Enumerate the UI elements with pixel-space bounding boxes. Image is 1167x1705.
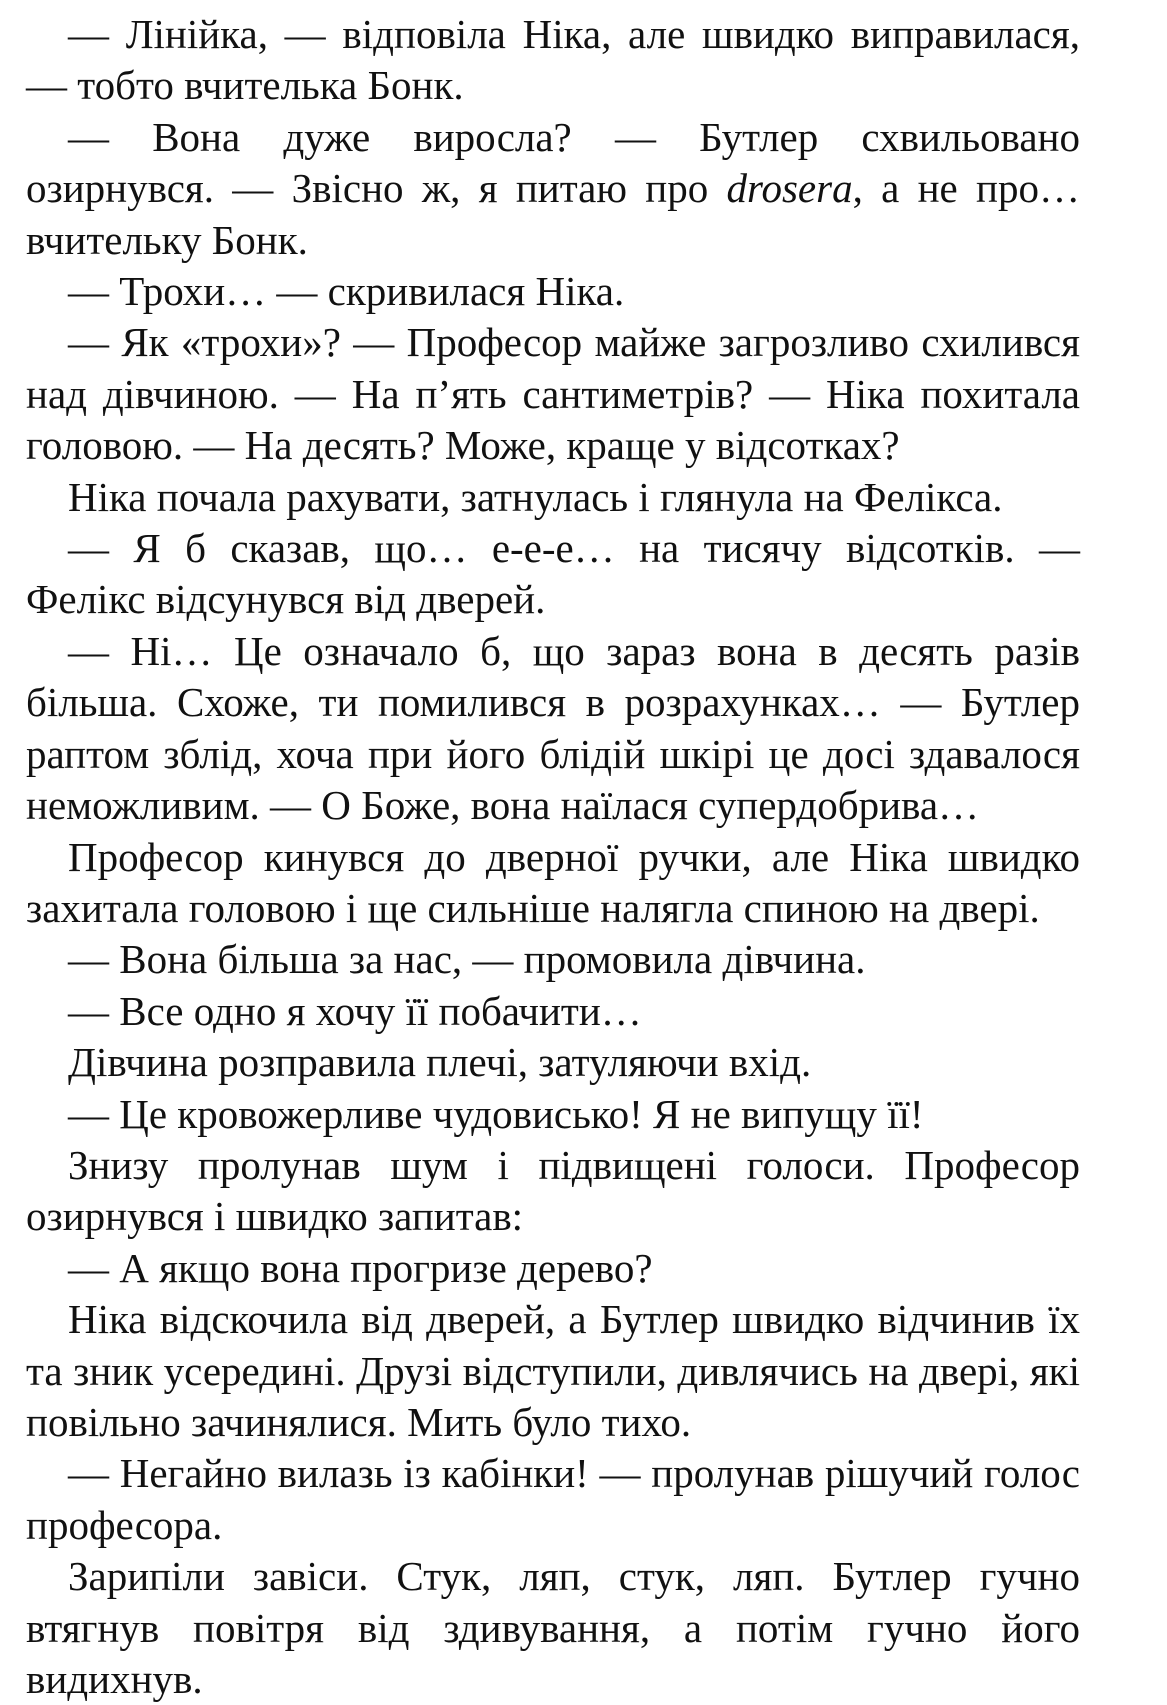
paragraph-7: — Ні… Це означало б, що зараз вона в десять разів більша. Схоже, ти помилився в розрахунках… — Бутлер раптом зблід, хоча при його блідій шкірі це досі здавалося неможливим. — О Боже, вона наїлася супердобрива… (26, 627, 1080, 829)
paragraph-2-start: — Вона дуже виросла? — Бутлер схвильовано озирнувся. — Звісно ж, я питаю про (26, 113, 1080, 212)
paragraph-16: — Негайно вилазь із кабінки! — пролунав рішучий голос професора. (26, 1450, 1080, 1548)
paragraph-2-end: , а не про… вчительку Бонк. (26, 165, 1080, 263)
paragraph-14: — А якщо вона прогризе дерево? (68, 1244, 653, 1291)
paragraph-9: — Вона більша за нас, — промовила дівчина. (68, 936, 866, 983)
paragraph-6: — Я б сказав, що… е-е-е… на тисячу відсотків. — Фелікс відсунувся від дверей. (26, 525, 1080, 623)
paragraph-1: — Лінійка, — відповіла Ніка, але швидко виправилася, — тобто вчителька Бонк. (26, 11, 1080, 109)
paragraph-13: Знизу пролунав шум і підвищені голоси. Професор озирнувся і швидко запитав: (26, 1141, 1080, 1240)
paragraph-3: — Трохи… — скривилася Ніка. (68, 268, 625, 315)
paragraph-10: — Все одно я хочу її побачити… (68, 987, 642, 1034)
paragraph-8: Професор кинувся до дверної ручки, але Ніка швидко захитала головою і ще сильніше налягла спиною на двері. (26, 833, 1080, 931)
book-page (26, 0, 1080, 1702)
paragraph-4: — Як «трохи»? — Професор майже загрозливо схилився над дівчиною. — На п’ять сантиметрів? — Ніка похитала головою. — На десять? Може, краще у відсотках? (26, 319, 1080, 469)
paragraph-11: Дівчина розправила плечі, затуляючи вхід. (68, 1039, 812, 1086)
paragraph-2 (26, 112, 1080, 266)
paragraph-15: Ніка відскочила від дверей, а Бутлер швидко відчинив їх та зник усередині. Друзі відступили, дивлячись на двері, які повільно зачинялися. Мить було тихо. (26, 1296, 1080, 1445)
paragraph-17: Зарипіли завіси. Стук, ляп, стук, ляп. Бутлер гучно втягнув повітря від здивування, а потім гучно його видихнув. (26, 1553, 1080, 1702)
paragraph-2-italic-term: drosera (726, 165, 853, 212)
paragraph-5: Ніка почала рахувати, затнулась і глянула на Фелікса. (68, 473, 1003, 520)
paragraph-12: — Це кровожерливе чудовисько! Я не випущу її! (68, 1090, 924, 1137)
